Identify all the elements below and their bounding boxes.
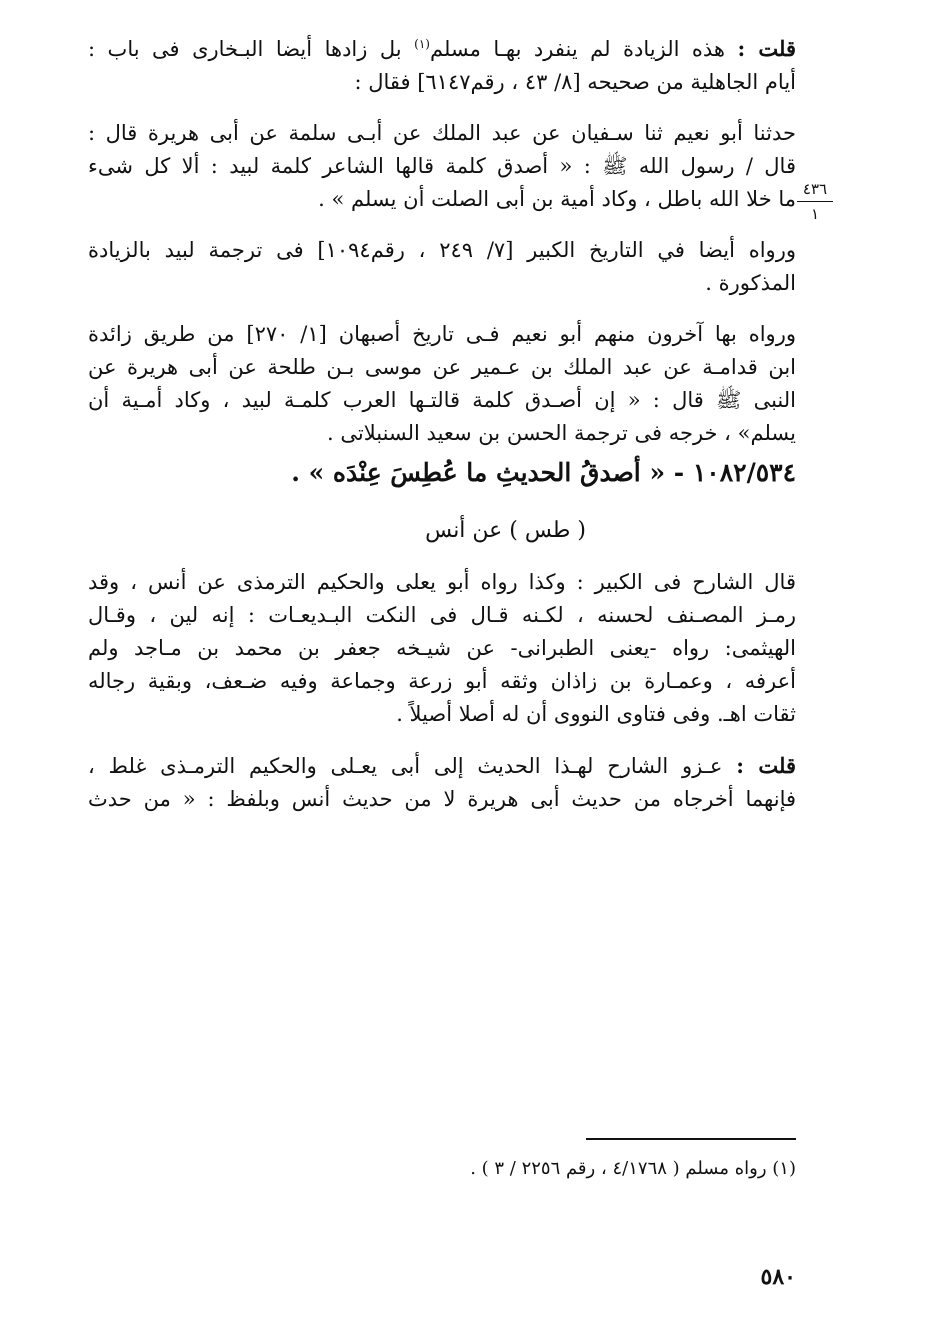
footnote-ref[interactable]: (١) <box>414 37 430 51</box>
para6-lead: قلت : <box>736 753 796 778</box>
para6-line1 <box>88 749 796 783</box>
para6-line2: فإنهما أخرجاه من حديث أبى هريرة لا من حديث أنس وبلفظ : « من حدث <box>88 787 796 811</box>
para2-line3: ما خلا الله باطل ، وكاد أمية بن أبى الصلت أن يسلم » . <box>318 187 796 211</box>
para2-line1: حدثنا أبو نعيم ثنا سـفيان عن عبد الملك عن أبـى سلمة عن أبى هريرة قال : <box>88 121 796 145</box>
para1-text-a: هذه الزيادة لم ينفرد بهـا مسلم <box>429 37 726 61</box>
para3-line1: ورواه أيضا في التاريخ الكبير [٧/ ٢٤٩ ، رقم١٠٩٤] فى ترجمة لبيد بالزيادة <box>88 238 796 262</box>
margin-note-rule <box>797 201 833 202</box>
para6-text: عـزو الشارح لهـذا الحديث إلى أبى يعـلى والحكيم الترمـذى غلط ، <box>88 754 723 778</box>
para3-line2: المذكورة . <box>705 271 796 295</box>
para1-text-b: بل زادها أيضا البـخارى فى باب : <box>88 37 402 61</box>
para1-lead: قلت : <box>737 36 796 61</box>
page-body <box>88 28 796 816</box>
margin-note-top: ٤٣٦ <box>802 180 828 198</box>
para4-line3: النبى ﷺ قال : « إن أصـدق كلمة قالتـها العرب كلمـة لبيد ، وكاد أمـية أن <box>88 388 796 412</box>
footnote: (١) رواه مسلم ( ٤/١٧٦٨ ، رقم ٢٢٥٦ / ٣ ) . <box>470 1158 796 1179</box>
para4-line2: ابن قدامـة عن عبد الملك بن عـمير عن موسى بـن طلحة عن أبى هريرة عن <box>88 355 796 379</box>
para4-line4: يسلم» ، خرجه فى ترجمة الحسن بن سعيد السنبلاتى . <box>327 421 796 445</box>
hadith-heading: ١٠٨٢/٥٣٤ - « أصدقُ الحديثِ ما عُطِسَ عِنْدَه » . <box>291 458 796 487</box>
para5-line4: أعرفه ، وعمـارة بن زاذان وثقه أبو زرعة وجماعة وفيه ضـعف، وبقية رجاله <box>88 669 796 693</box>
para5-line1: قال الشارح فى الكبير : وكذا رواه أبو يعلى والحكيم الترمذى عن أنس ، وقد <box>88 570 796 594</box>
footnote-divider <box>586 1138 796 1140</box>
margin-note <box>795 180 835 223</box>
para1-line2: أيام الجاهلية من صحيحه [٨/ ٤٣ ، رقم٦١٤٧] فقال : <box>354 70 796 94</box>
page-number: ٥٨٠ <box>760 1264 796 1290</box>
para5-line2: رمـز المصـنف لحسنه ، لكـنه قـال فى النكت البـديعـات : إنه لين ، وقـال <box>88 603 796 627</box>
section-title: ( طس ) عن أنس <box>425 518 586 543</box>
margin-note-bottom: ١ <box>810 205 820 223</box>
para1-line1 <box>88 28 796 66</box>
para5-line3: الهيثمى: رواه -يعنى الطبرانى- عن شيـخه جعفر بن محمد بن مـاجد ولم <box>88 636 796 660</box>
para4-line1: ورواه بها آخرون منهم أبو نعيم فـى تاريخ أصبهان [١/ ٢٧٠] من طريق زائدة <box>88 322 796 346</box>
para5-line5: ثقات اهـ. وفى فتاوى النووى أن له أصلا أصيلاً . <box>396 702 796 726</box>
para2-line2: قال / رسول الله ﷺ : « أصدق كلمة قالها الشاعر كلمة لبيد : ألا كل شىء <box>88 154 796 178</box>
